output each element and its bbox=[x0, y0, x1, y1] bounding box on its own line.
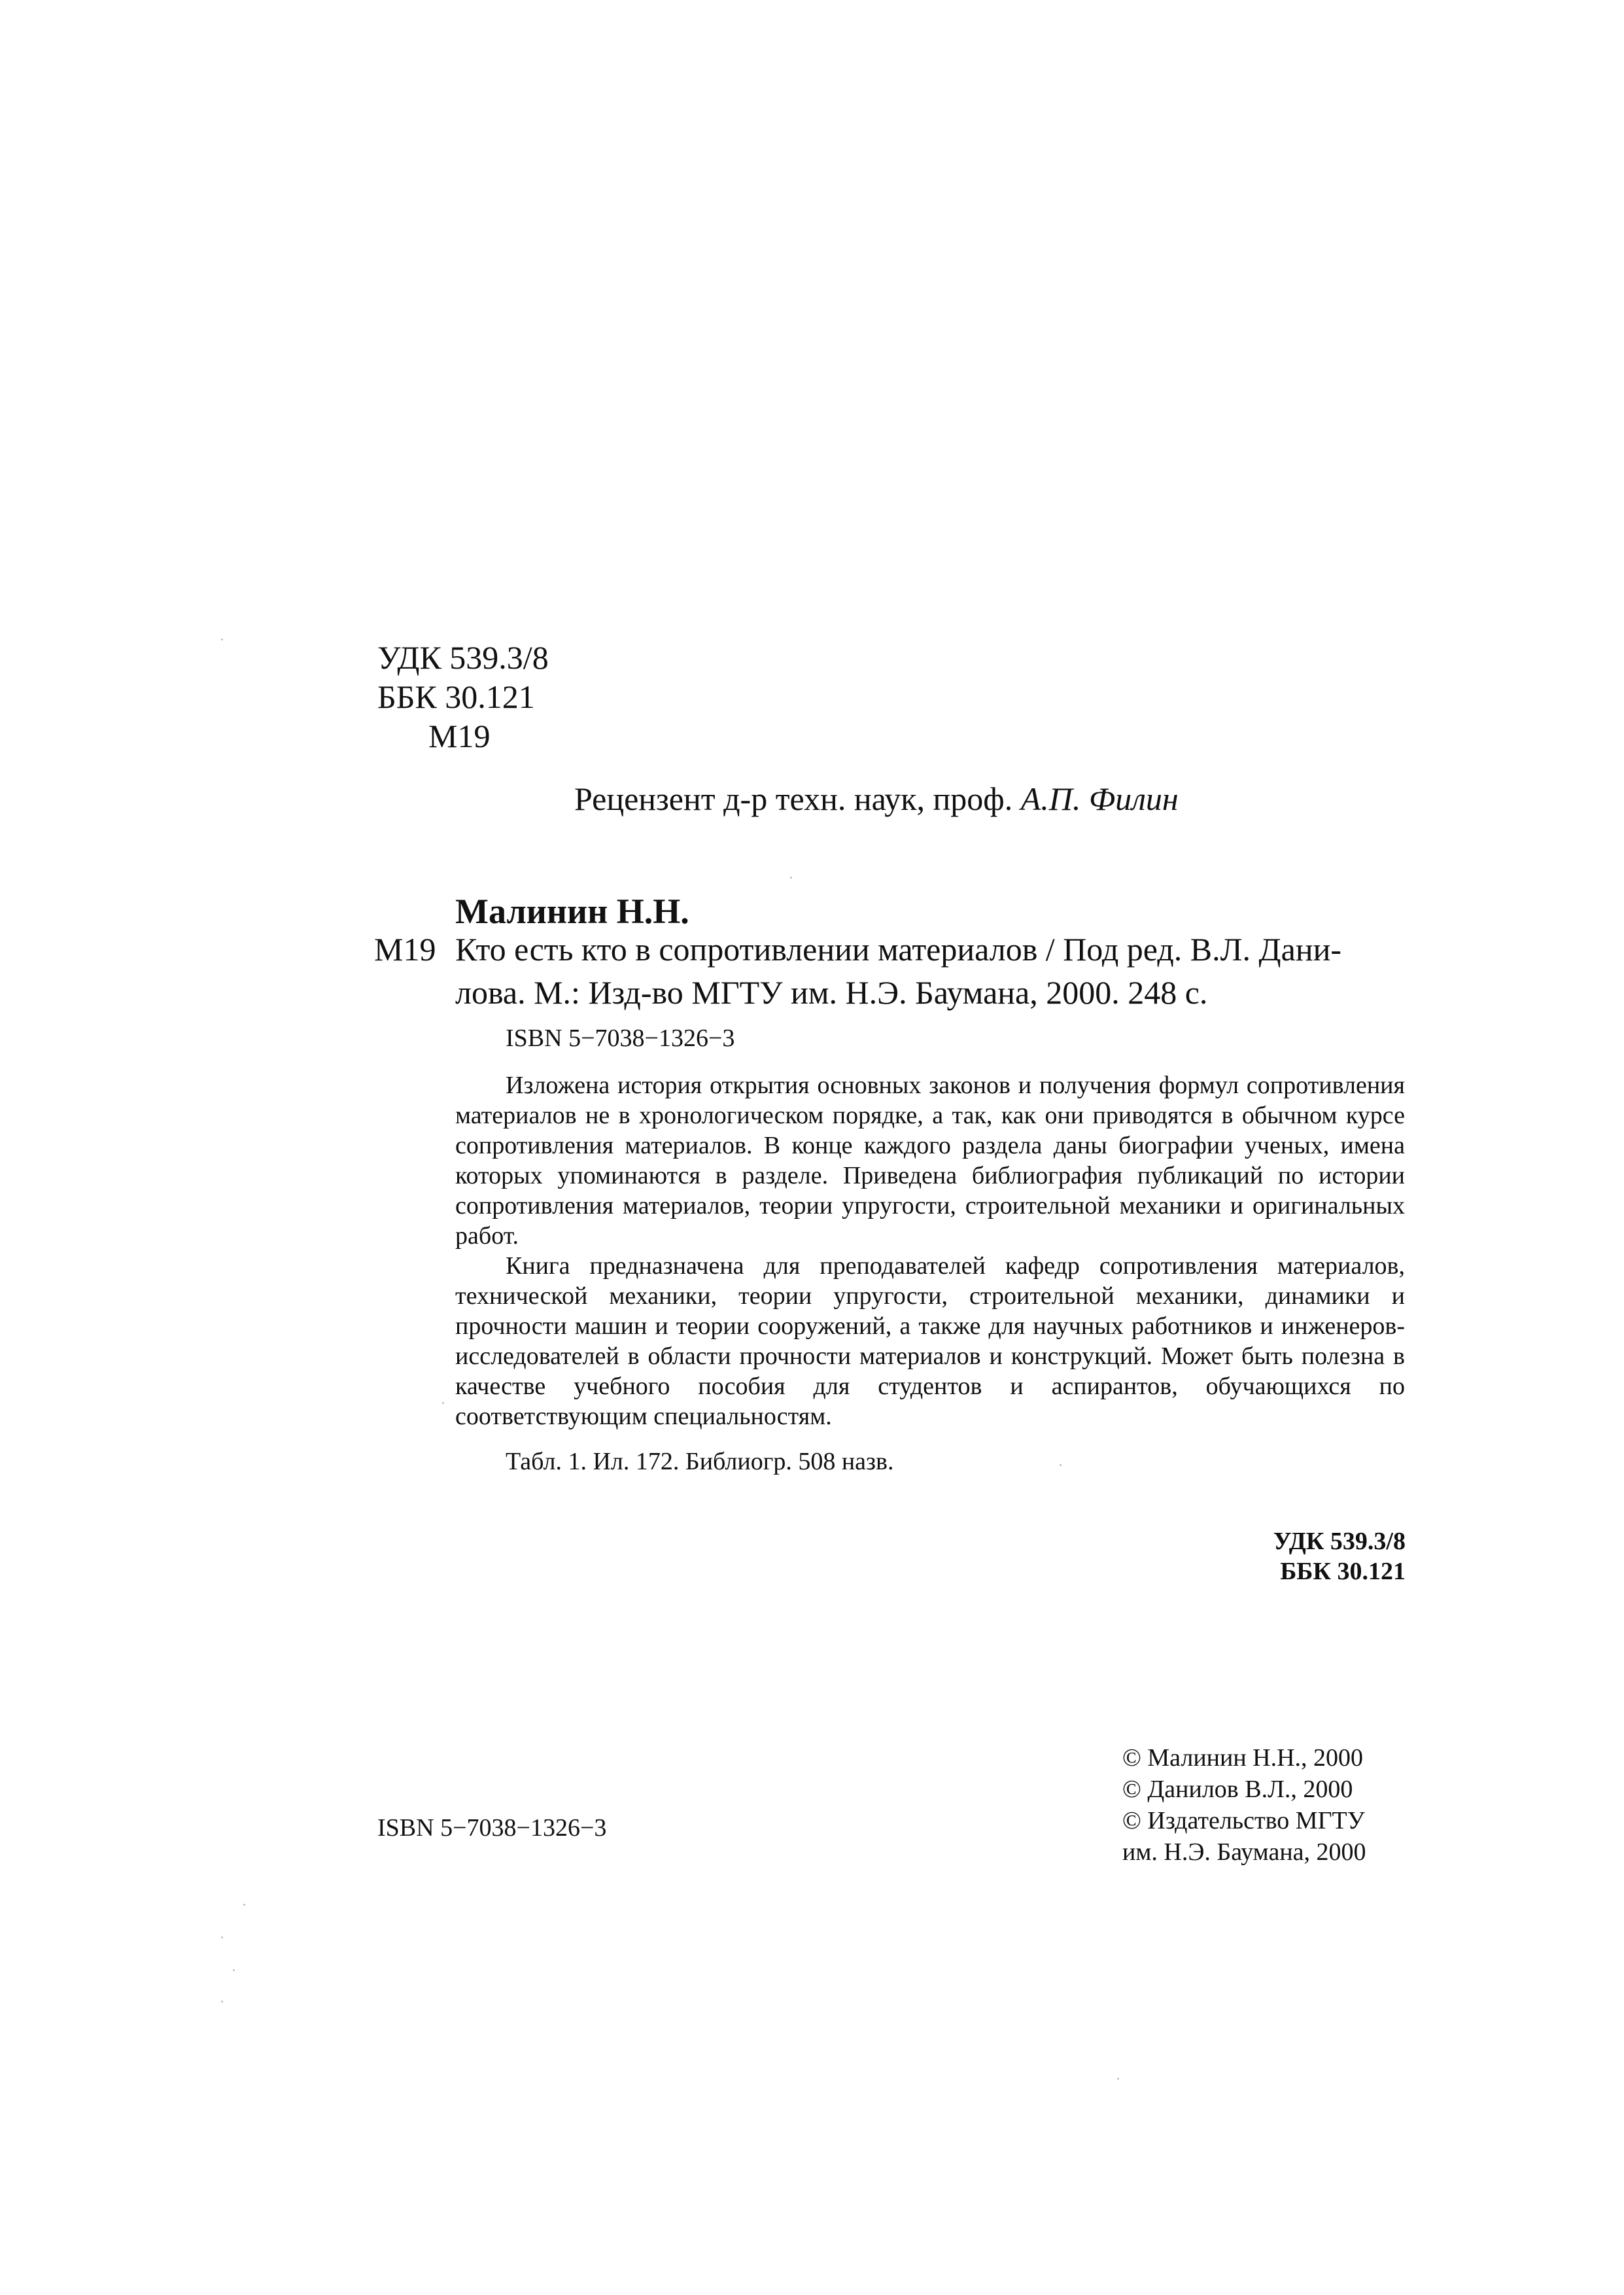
scan-speck bbox=[233, 1969, 235, 1971]
bbk-code: ББК 30.121 bbox=[377, 678, 535, 715]
abstract bbox=[455, 1070, 1405, 1431]
title-line-1: Кто есть кто в сопротивлении материалов / Под ред. В.Л. Дани- bbox=[455, 931, 1342, 968]
title-line-2: лова. М.: Изд-во МГТУ им. Н.Э. Баумана, 2000. 248 с. bbox=[455, 974, 1208, 1011]
classification-right bbox=[1273, 1526, 1406, 1586]
abstract-paragraph: Книга предназначена для преподавателей кафедр сопротивления материалов, технической механики, теории упругости, строительной механики, динамики и прочности машин и теории сооружений, а также для научных работников и инженеров-исследователей в области прочности материалов и конструкций. Может быть полезна в качестве учебного пособия для студентов и аспирантов, обучающихся по соответствующим специальностям. bbox=[455, 1252, 1405, 1430]
scan-speck bbox=[442, 1402, 444, 1404]
copyright-line: © Малинин Н.Н., 2000 bbox=[1122, 1744, 1364, 1772]
classification-block bbox=[377, 638, 549, 756]
reviewer-name: А.П. Филин bbox=[1020, 780, 1179, 817]
abstract-paragraph: Изложена история открытия основных законов и получения формул сопротивления материалов не в хронологическом порядке, а так, как они приводятся в обычном курсе сопротивления материалов. В конце каждого раздела даны биографии ученых, имена которых упоминаются в разделе. Приведена библиография публикаций по истории сопротивления материалов, теории упругости, строительной механики и оригинальных работ. bbox=[455, 1072, 1405, 1250]
udk-code: УДК 539.3/8 bbox=[377, 639, 549, 676]
bibliographic-stats: Табл. 1. Ил. 172. Библиогр. 508 назв. bbox=[506, 1448, 894, 1475]
copyright-line: © Данилов В.Л., 2000 bbox=[1122, 1776, 1353, 1803]
scan-speck bbox=[221, 2001, 223, 2003]
reviewer-prefix: Рецензент д-р техн. наук, проф. bbox=[574, 780, 1021, 817]
scan-speck bbox=[221, 639, 223, 640]
entry-code: М19 bbox=[374, 931, 436, 968]
scan-speck bbox=[790, 877, 792, 879]
udk-code-right: УДК 539.3/8 bbox=[1273, 1528, 1406, 1555]
bbk-code-right: ББК 30.121 bbox=[1280, 1558, 1406, 1585]
copyright-line: им. Н.Э. Баумана, 2000 bbox=[1122, 1838, 1366, 1866]
scan-speck bbox=[1060, 1464, 1062, 1466]
isbn-bottom: ISBN 5−7038−1326−3 bbox=[377, 1814, 607, 1842]
copyright-line: © Издательство МГТУ bbox=[1122, 1807, 1365, 1834]
author-name: Малинин Н.Н. bbox=[455, 892, 689, 931]
reviewer-line bbox=[574, 780, 1179, 818]
isbn-entry: ISBN 5−7038−1326−3 bbox=[506, 1025, 735, 1052]
author-mark-code: М19 bbox=[428, 718, 491, 754]
scan-speck bbox=[243, 1904, 245, 1906]
scan-speck bbox=[221, 1936, 223, 1938]
copyright-block bbox=[1122, 1742, 1366, 1868]
scan-speck bbox=[1117, 2078, 1119, 2080]
